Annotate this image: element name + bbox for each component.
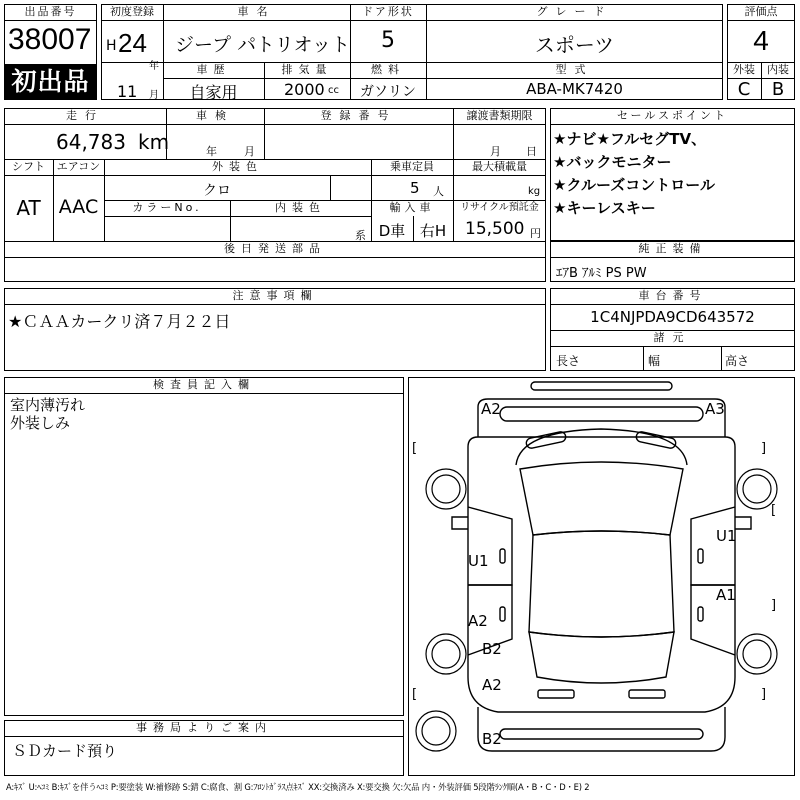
color-value: クロ: [203, 183, 231, 199]
mileage-unit: km: [138, 130, 170, 154]
body-outline: [468, 437, 735, 712]
model-code-header: 型式: [555, 63, 594, 76]
damage-rear-left: A2: [482, 676, 502, 694]
shift-value: AT: [16, 196, 41, 220]
rear-window: [529, 632, 674, 683]
transfer-docs-header: 譲渡書類期限: [466, 109, 533, 122]
import-type: D車: [378, 222, 406, 240]
front-strip: [531, 382, 672, 390]
model-code-value: ABA-MK7420: [526, 80, 623, 98]
shift-header: シフト: [12, 160, 45, 173]
inspector-header: 検査員記入欄: [153, 378, 255, 391]
int-color-header: 内装色: [275, 201, 326, 214]
history-header: 車歴: [196, 63, 231, 76]
right-front-door: [691, 507, 735, 585]
damage-left-upper: U1: [468, 552, 489, 570]
door-count: 5: [381, 28, 395, 53]
legend-text: A:ｷｽﾞ U:ﾍｺﾐ B:ｷｽﾞを伴うﾍｺﾐ P:要塗装 W:補修跡 S:錆 C:腐食、割 G:ﾌﾛﾝﾄｶﾞﾗｽ点ｷｽﾞ XX:交換済み X:要交換 欠:欠品 内・外装評価 5段階ﾗﾝｸ順(A・B・C・D・E) 2: [6, 782, 590, 792]
selling-point-item: ★クルーズコントロール: [553, 176, 715, 194]
fuel-header: 燃料: [371, 63, 405, 76]
length-label: 長さ: [556, 354, 581, 368]
bracket-mark: [: [412, 441, 418, 456]
handle-side: 右H: [419, 222, 447, 240]
roof: [529, 531, 674, 637]
mileage-value: 64,783: [56, 130, 126, 154]
era-label: H: [106, 38, 117, 54]
inspection-header: 車検: [196, 109, 234, 122]
rear-light-right: [629, 690, 665, 698]
car-diagram: [408, 377, 795, 776]
selling-point-item: ★バックモニター: [553, 153, 672, 171]
damage-right-lower: A1: [716, 586, 736, 604]
damage-front-left: A2: [481, 400, 501, 418]
reg-month: 11: [117, 82, 138, 101]
color-no-header: カラーNo.: [132, 201, 202, 214]
capacity-unit: 人: [433, 185, 444, 198]
left-front-door: [468, 507, 512, 585]
chassis-header: 車台番号: [638, 289, 707, 302]
damage-left-lower: A2: [468, 612, 488, 630]
bracket-mark: ]: [761, 687, 767, 702]
car-name: ジープ パトリオット: [175, 34, 350, 56]
month-unit: 月: [149, 90, 159, 101]
aircon-value: AAC: [58, 196, 99, 218]
later-parts-header: 後日発送部品: [224, 242, 326, 255]
rear-light-left: [538, 690, 574, 698]
grade-header: グレード: [536, 5, 613, 18]
max-load-header: 最大積載量: [472, 160, 527, 173]
first-reg-header: 初度登録: [110, 5, 154, 18]
selling-points-list: [553, 128, 715, 220]
lot-number-header: 出品番号: [24, 5, 77, 18]
aircon-header: エアコン: [56, 160, 101, 173]
hood: [516, 429, 687, 465]
history-value: 自家用: [189, 83, 238, 102]
specs-header: 諸元: [653, 331, 692, 344]
import-header: 輸入車: [389, 201, 435, 214]
damage-rear-bumper: B2: [482, 730, 502, 748]
wiper-left: [525, 431, 566, 449]
selling-points-header: セールスポイント: [616, 109, 728, 122]
grade-value: スポーツ: [534, 33, 615, 57]
inspector-notes: [10, 396, 85, 432]
bracket-mark: ]: [761, 441, 767, 456]
damage-right-upper: U1: [716, 527, 737, 545]
selling-point-item: ★ナビ★フルセグTV、: [553, 130, 707, 148]
notes-text: ★ＣＡＡカークリ済７月２２日: [8, 312, 231, 331]
width-label: 幅: [648, 354, 661, 368]
wiper-right: [635, 431, 676, 449]
ext-color-header: 外装色: [212, 160, 263, 173]
load-unit: kg: [528, 186, 541, 197]
office-header: 事務局よりご案内: [136, 721, 272, 734]
bracket-mark: [: [412, 687, 418, 702]
docs-day-unit: 日: [526, 145, 537, 158]
fuel-value: ガソリン: [360, 84, 416, 100]
damage-left-rear: B2: [482, 640, 502, 658]
selling-point-item: ★キーレスキー: [553, 199, 656, 217]
windshield: [520, 462, 683, 535]
lot-number: 38007: [8, 23, 92, 56]
chassis-number: 1C4NJPDA9CD643572: [590, 308, 755, 326]
reg-number-header: 登録番号: [320, 109, 397, 122]
displacement-unit: cc: [328, 85, 339, 96]
damage-front-right: A3: [705, 400, 725, 418]
front-grille: [500, 407, 703, 421]
capacity-value: 5: [410, 179, 420, 197]
year-unit: 年: [149, 61, 159, 72]
recycle-unit: 円: [530, 227, 541, 240]
height-label: 高さ: [725, 354, 750, 368]
bracket-mark: [: [771, 503, 777, 518]
displacement-header: 排気量: [281, 63, 333, 76]
int-color-suffix: 系: [355, 229, 366, 242]
genuine-equipment-value: ｴｱB ｱﾙﾐ PS PW: [556, 266, 647, 281]
displacement-value: 2000: [284, 80, 325, 99]
recycle-fee: 15,500: [465, 219, 525, 239]
reg-year: 24: [118, 28, 147, 58]
inspection-year-unit: 年: [206, 145, 217, 158]
bracket-mark: ]: [771, 598, 777, 613]
inspector-note-line: 室内薄汚れ: [10, 396, 86, 414]
car-name-header: 車名: [237, 5, 276, 18]
rear-step: [500, 729, 703, 739]
genuine-equipment-header: 純正装備: [638, 242, 707, 255]
notes-header: 注意事項欄: [232, 289, 318, 302]
front-bumper: [478, 399, 725, 437]
recycle-header: リサイクル預託金: [460, 202, 539, 213]
door-type-header: ドア形状: [362, 5, 414, 18]
interior-header: 内装: [767, 63, 789, 76]
score-value: 4: [753, 25, 769, 56]
exterior-header: 外装: [733, 63, 755, 76]
inspection-month-unit: 月: [244, 145, 255, 158]
exterior-grade: C: [737, 79, 751, 100]
interior-grade: B: [771, 79, 785, 100]
mileage-header: 走行: [66, 109, 104, 122]
office-text: ＳＤカード預り: [12, 742, 118, 760]
capacity-header: 乗車定員: [390, 160, 434, 173]
score-header: 評価点: [744, 5, 778, 18]
inspector-note-line: 外装しみ: [10, 414, 71, 432]
docs-month-unit: 月: [490, 145, 501, 158]
first-listing-badge: 初出品: [5, 64, 96, 99]
